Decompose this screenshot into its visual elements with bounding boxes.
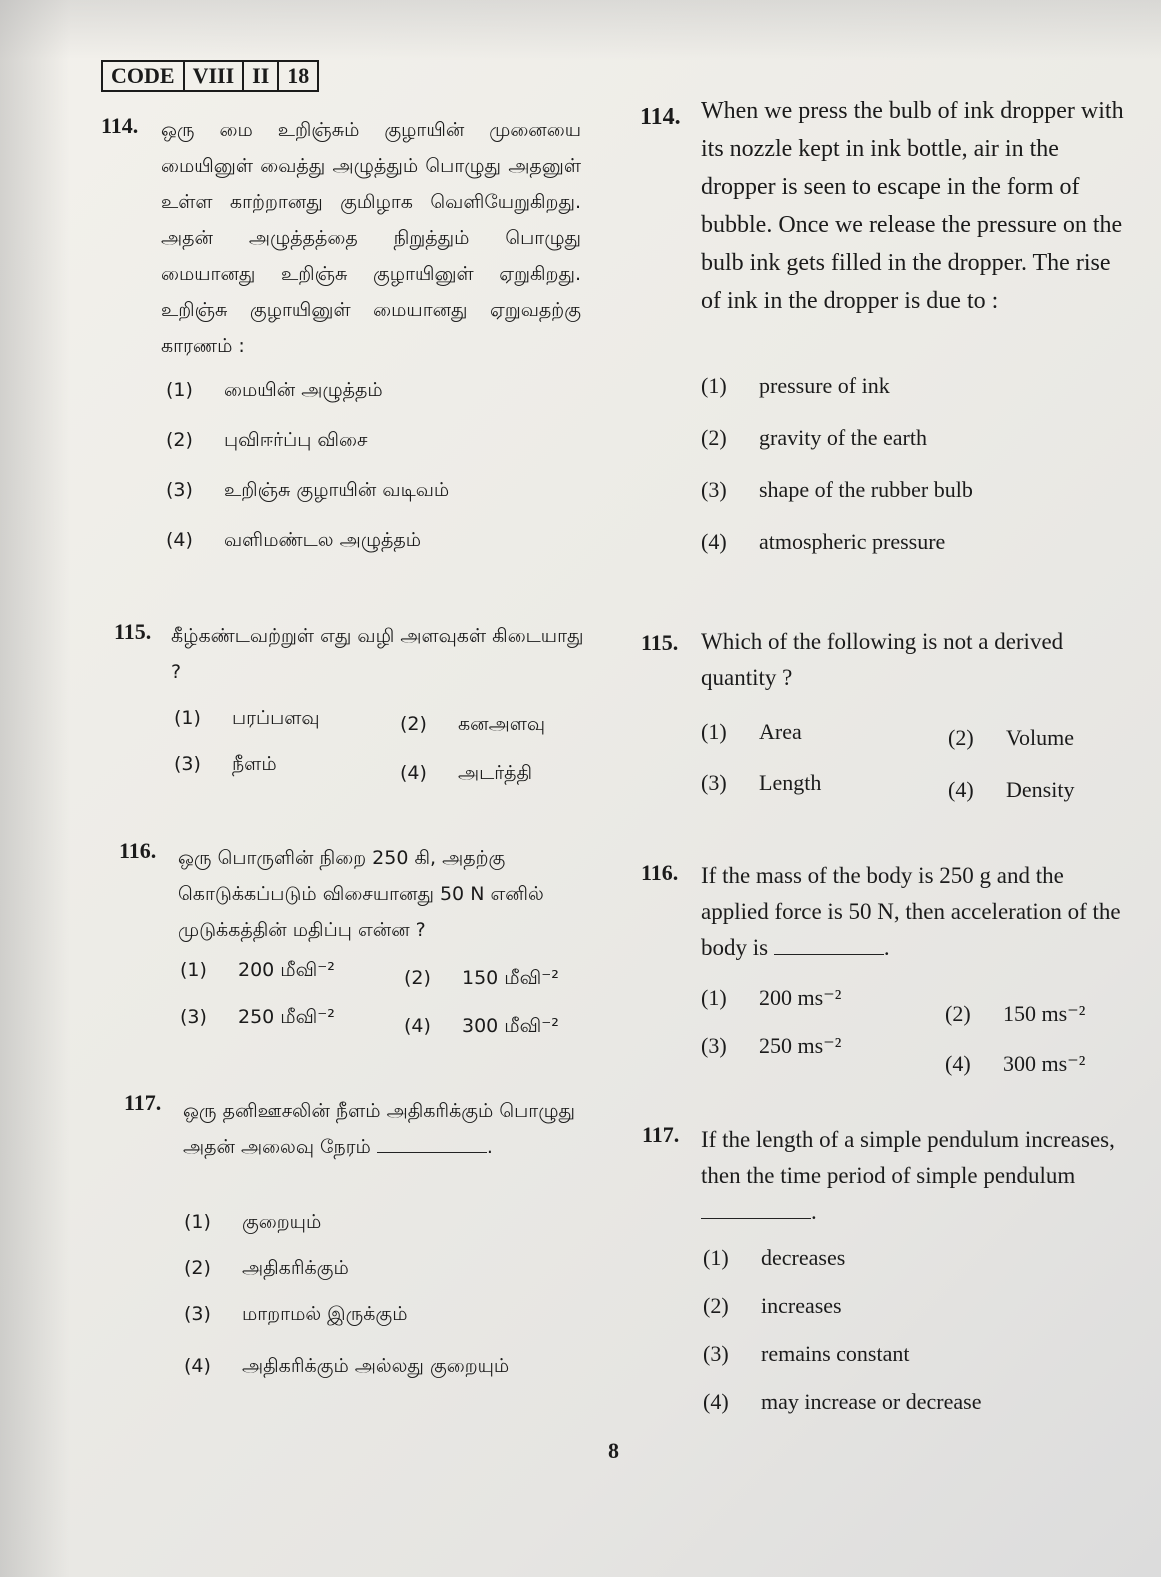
tamil-q114-option-4[interactable]: (4) வளிமண்டல அழுத்தம் xyxy=(166,529,422,551)
english-q115-option-4[interactable]: (4) Density xyxy=(948,777,1075,802)
tamil-q117-blank xyxy=(377,1138,487,1153)
tamil-q117-option-2[interactable]: (2) அதிகரிக்கும் xyxy=(184,1257,349,1279)
english-q117-option-4[interactable]: (4) may increase or decrease xyxy=(703,1389,982,1414)
tamil-q115-option-4[interactable]: (4) அடர்த்தி xyxy=(400,762,533,784)
page-shadow-left xyxy=(0,0,70,1577)
english-q115-text: Which of the following is not a derived quantity ? xyxy=(701,629,1064,690)
tamil-q116-number: 116. xyxy=(119,838,157,863)
english-q116-option-2[interactable]: (2) 150 ms⁻² xyxy=(945,1001,1086,1026)
english-q117-option-2[interactable]: (2) increases xyxy=(703,1293,842,1318)
english-q114-option-3[interactable]: (3) shape of the rubber bulb xyxy=(701,477,973,502)
code-paper: II xyxy=(244,62,279,90)
english-q117-text: If the length of a simple pendulum increases, then the time period of simple pendulum . xyxy=(701,1127,1115,1224)
english-q114-number: 114. xyxy=(640,104,681,130)
english-q114-option-2[interactable]: (2) gravity of the earth xyxy=(701,425,927,450)
tamil-q115-option-2[interactable]: (2) கனஅளவு xyxy=(400,713,546,735)
english-q116-number: 116. xyxy=(641,860,679,885)
page-shadow-top xyxy=(0,0,1161,60)
english-q117-blank xyxy=(701,1204,811,1219)
english-q115-option-1[interactable]: (1) Area xyxy=(701,719,802,744)
tamil-q114-option-2[interactable]: (2) புவிஈர்ப்பு விசை xyxy=(166,429,368,451)
english-q114-option-4[interactable]: (4) atmospheric pressure xyxy=(701,529,946,554)
tamil-q117-number: 117. xyxy=(124,1090,162,1115)
tamil-q114-number: 114. xyxy=(101,113,139,138)
tamil-q116-option-2[interactable]: (2) 150 மீவி⁻² xyxy=(404,967,559,989)
english-q115-option-2[interactable]: (2) Volume xyxy=(948,725,1075,750)
tamil-q116-option-1[interactable]: (1) 200 மீவி⁻² xyxy=(180,959,335,981)
english-q114-text: When we press the bulb of ink dropper with its nozzle kept in ink bottle, air in the dropper is seen to escape in the form of bubble. Once we release the pressure on the bulb ink gets filled in the dropper. The rise of ink in the dropper is due to : xyxy=(701,98,1124,314)
tamil-q117-text: ஒரு தனிஊசலின் நீளம் அதிகரிக்கும் பொழுது அதன் அலைவு நேரம் . xyxy=(183,1100,575,1158)
tamil-q117-option-1[interactable]: (1) குறையும் xyxy=(184,1211,322,1233)
page-number: 8 xyxy=(608,1438,619,1463)
english-q117-number: 117. xyxy=(642,1122,680,1147)
tamil-q114-option-1[interactable]: (1) மையின் அழுத்தம் xyxy=(166,379,383,401)
english-q115-option-3[interactable]: (3) Length xyxy=(701,770,822,795)
english-q114-option-1[interactable]: (1) pressure of ink xyxy=(701,373,890,398)
code-box xyxy=(101,60,319,92)
tamil-q116-option-4[interactable]: (4) 300 மீவி⁻² xyxy=(404,1015,559,1037)
tamil-q116-option-3[interactable]: (3) 250 மீவி⁻² xyxy=(180,1006,335,1028)
tamil-q115-option-3[interactable]: (3) நீளம் xyxy=(174,753,277,775)
tamil-q116-text: ஒரு பொருளின் நிறை 250 கி, அதற்கு கொடுக்கப்படும் விசையானது 50 N எனில் முடுக்கத்தின் மதிப்பு என்ன ? xyxy=(178,847,544,941)
english-q117-option-3[interactable]: (3) remains constant xyxy=(703,1341,910,1366)
english-q115-number: 115. xyxy=(641,630,679,655)
english-q116-text: If the mass of the body is 250 g and the applied force is 50 N, then acceleration of the body is . xyxy=(701,863,1121,960)
tamil-q115-option-1[interactable]: (1) பரப்பளவு xyxy=(174,707,320,729)
code-number: 18 xyxy=(287,63,310,88)
tamil-q115-text: கீழ்கண்டவற்றுள் எது வழி அளவுகள் கிடையாது ? xyxy=(171,625,584,683)
code-label: CODE xyxy=(103,62,185,90)
tamil-q117-option-3[interactable]: (3) மாறாமல் இருக்கும் xyxy=(184,1303,408,1325)
tamil-q114-option-3[interactable]: (3) உறிஞ்சு குழாயின் வடிவம் xyxy=(166,479,450,501)
code-class: VIII xyxy=(185,62,245,90)
english-q116-blank xyxy=(774,940,884,955)
english-q116-option-1[interactable]: (1) 200 ms⁻² xyxy=(701,985,842,1010)
english-q116-option-4[interactable]: (4) 300 ms⁻² xyxy=(945,1051,1086,1076)
tamil-q115-number: 115. xyxy=(114,619,152,644)
english-q117-option-1[interactable]: (1) decreases xyxy=(703,1245,846,1270)
english-q116-option-3[interactable]: (3) 250 ms⁻² xyxy=(701,1033,842,1058)
tamil-q117-option-4[interactable]: (4) அதிகரிக்கும் அல்லது குறையும் xyxy=(184,1355,510,1377)
tamil-q114-text: ஒரு மை உறிஞ்சும் குழாயின் முனையை மையினுள் வைத்து அழுத்தும் பொழுது அதனுள் உள்ள காற்றானது குமிழாக வெளியேறுகிறது. அதன் அழுத்தத்தை நிறுத்தும் பொழுது மையானது உறிஞ்சு குழாயினுள் ஏறுகிறது. உறிஞ்சு குழாயினுள் மையானது ஏறுவதற்கு காரணம் : xyxy=(161,119,581,357)
